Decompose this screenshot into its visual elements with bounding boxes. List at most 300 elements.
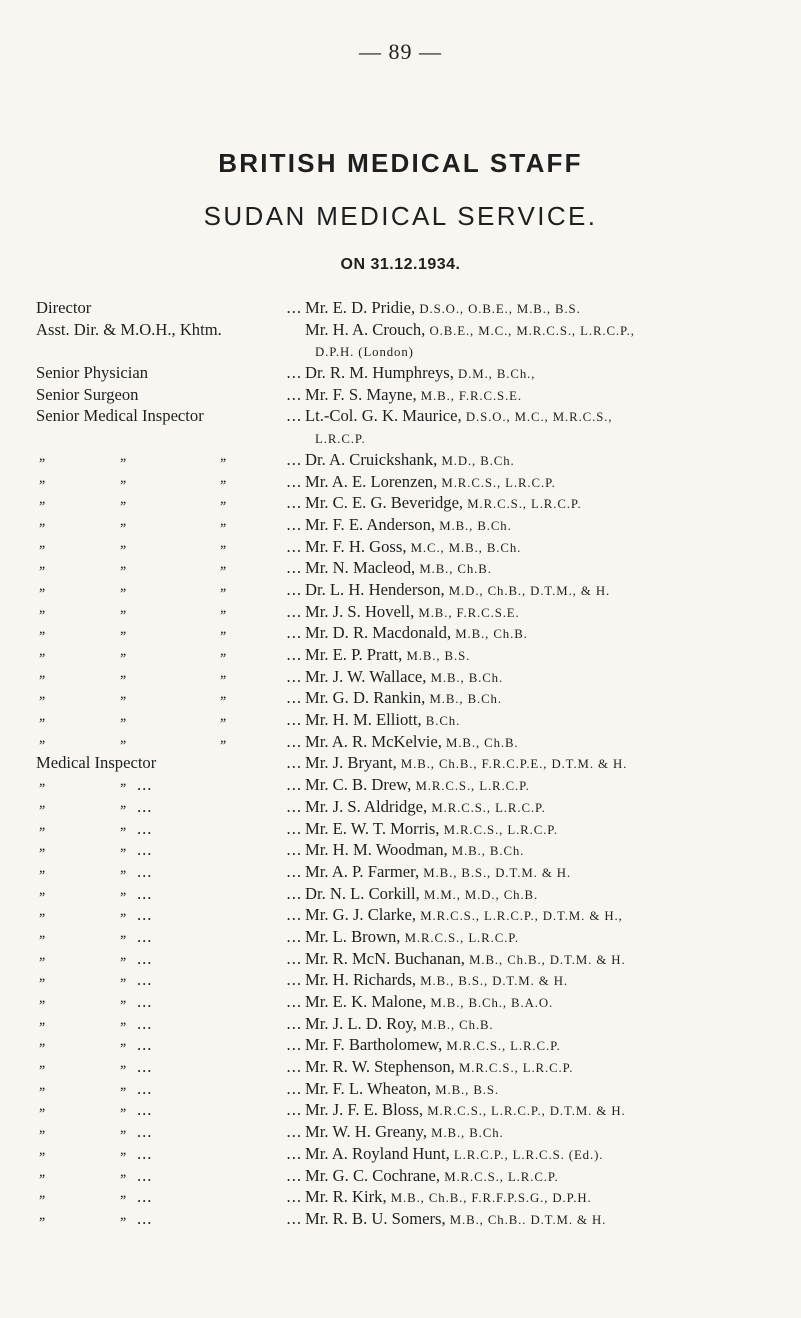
- person-name: Mr. J. W. Wallace,: [305, 666, 427, 686]
- staff-row: [36, 1143, 796, 1165]
- leader-dots: ...: [137, 1208, 153, 1228]
- staff-row: [36, 340, 796, 362]
- qualifications: M.B., Ch.B.: [419, 562, 492, 577]
- leader-dots: ...: [137, 1057, 153, 1077]
- qualifications: M.R.C.S., L.R.C.P.: [444, 1169, 559, 1184]
- post-cell: [36, 818, 305, 840]
- leader-dots: ...: [286, 363, 302, 383]
- leader-dots: ...: [137, 775, 153, 795]
- post-cell: [36, 796, 305, 818]
- person-name: Dr. L. H. Henderson,: [305, 579, 445, 599]
- leader-dots: ...: [286, 493, 302, 513]
- qualifications: M.R.C.S., L.R.C.P.: [458, 1061, 574, 1076]
- person-name: Mr. A. Royland Hunt,: [305, 1143, 450, 1163]
- leader-dots: ...: [286, 514, 302, 534]
- leader-dots: ...: [286, 775, 302, 795]
- staff-name: [305, 557, 796, 579]
- post-cell: [36, 904, 305, 926]
- qualifications: M.B., B.Ch.: [439, 518, 512, 533]
- staff-name: [305, 405, 796, 427]
- ditto-mark: ,,: [120, 925, 126, 941]
- ditto-mark: ,,: [220, 644, 226, 659]
- staff-name: [305, 861, 796, 883]
- ditto-mark: ,,: [120, 730, 126, 746]
- ditto-mark: ,,: [120, 600, 126, 616]
- leader-dots: ...: [286, 948, 302, 968]
- ditto-mark: ,,: [39, 1164, 45, 1180]
- ditto-mark: ,,: [39, 774, 45, 790]
- ditto-mark: ,,: [39, 665, 45, 681]
- ditto-mark: ,,: [39, 1142, 45, 1158]
- qualifications: M.B., B.Ch.: [429, 692, 502, 707]
- qualifications: M.B., B.S.: [406, 649, 471, 663]
- qualifications: M.C., M.B., B.Ch.: [410, 540, 522, 555]
- ditto-mark: ,,: [39, 839, 45, 855]
- person-name: Mr. G. C. Cochrane,: [305, 1165, 441, 1185]
- ditto-mark: ,,: [39, 1099, 45, 1115]
- ditto-mark: ,,: [120, 1099, 126, 1115]
- ditto-mark: ,,: [120, 882, 126, 898]
- post-cell: [36, 948, 305, 970]
- ditto-mark: ,,: [220, 622, 226, 638]
- leader-dots: ...: [286, 298, 302, 317]
- person-name: Mr. C. E. G. Beveridge,: [305, 493, 464, 513]
- staff-row: [36, 405, 796, 427]
- post-cell: [36, 883, 305, 905]
- post-cell: [36, 774, 305, 796]
- person-name: Mr. F. Bartholomew,: [305, 1035, 443, 1055]
- ditto-mark: ,,: [120, 817, 126, 833]
- qualifications: M.B., B.S., D.T.M. & H.: [423, 865, 572, 880]
- leader-dots: ...: [137, 796, 153, 816]
- person-name: Mr. A. E. Lorenzen,: [305, 471, 438, 491]
- ditto-mark: ,,: [120, 969, 126, 985]
- ditto-mark: ,,: [220, 578, 226, 594]
- staff-row: [36, 601, 796, 623]
- leader-dots: ...: [137, 1100, 153, 1120]
- post-cell: [36, 319, 305, 341]
- leader-dots: ...: [286, 666, 302, 686]
- ditto-mark: ,,: [39, 1056, 45, 1072]
- qualifications: M.B., B.Ch.: [430, 670, 504, 685]
- post-cell: [36, 362, 305, 384]
- leader-dots: ...: [286, 905, 302, 925]
- staff-row: [36, 752, 796, 774]
- staff-row: [36, 839, 796, 861]
- person-name: Mr. L. Brown,: [305, 926, 401, 946]
- staff-name: [305, 687, 796, 709]
- staff-name: [305, 1078, 796, 1100]
- ditto-mark: ,,: [120, 687, 126, 703]
- ditto-mark: ,,: [120, 622, 126, 638]
- person-name: Mr. A. P. Farmer,: [305, 861, 420, 881]
- ditto-mark: ,,: [120, 709, 126, 725]
- post-cell: [36, 666, 305, 688]
- page-title: BRITISH MEDICAL STAFF: [218, 148, 583, 178]
- qualifications: M.D., B.Ch.: [441, 453, 515, 468]
- ditto-mark: ,,: [120, 492, 126, 508]
- staff-name: [305, 601, 796, 623]
- leader-dots: ...: [286, 1057, 302, 1077]
- post-cell: [36, 297, 305, 319]
- post-cell: [36, 1165, 305, 1187]
- ditto-mark: ,,: [120, 1077, 126, 1093]
- qualifications: M.R.C.S., L.R.C.P.: [431, 800, 546, 815]
- ditto-mark: ,,: [120, 774, 126, 790]
- leader-dots: ...: [286, 1035, 302, 1055]
- post-cell: [36, 340, 305, 362]
- qualifications: M.B., B.Ch.: [431, 1126, 504, 1141]
- leader-dots: ...: [286, 926, 302, 946]
- staff-name: [305, 969, 796, 991]
- leader-dots: ...: [286, 710, 302, 730]
- ditto-mark: ,,: [120, 470, 126, 486]
- staff-row: [36, 319, 796, 341]
- ditto-mark: ,,: [120, 1034, 126, 1050]
- post-cell: [36, 449, 305, 471]
- ditto-mark: ,,: [39, 1077, 45, 1093]
- staff-row: [36, 883, 796, 905]
- staff-name: [305, 991, 796, 1013]
- ditto-mark: ,,: [39, 882, 45, 898]
- person-name: Mr. E. D. Pridie,: [305, 298, 416, 317]
- staff-row: [36, 557, 796, 579]
- ditto-mark: ,,: [220, 600, 226, 616]
- leader-dots: ...: [286, 471, 302, 491]
- post-cell: [36, 601, 305, 623]
- leader-dots: ...: [286, 558, 302, 578]
- ditto-mark: ,,: [120, 448, 126, 464]
- qualifications: M.B., F.R.C.S.E.: [418, 605, 520, 620]
- qualifications: M.R.C.S., L.R.C.P.: [443, 822, 558, 837]
- leader-dots: ...: [286, 883, 302, 903]
- ditto-mark: ,,: [120, 535, 126, 551]
- leader-dots: ...: [286, 384, 302, 404]
- staff-name: [305, 1208, 796, 1230]
- leader-dots: ...: [286, 1100, 302, 1120]
- person-name: Mr. E. K. Malone,: [305, 992, 427, 1011]
- person-name: Mr. C. B. Drew,: [305, 775, 412, 795]
- person-name: Dr. R. M. Humphreys,: [305, 363, 454, 383]
- leader-dots: ...: [286, 1013, 302, 1033]
- qualifications: M.D., Ch.B., D.T.M., & H.: [448, 583, 611, 598]
- ditto-mark: ,,: [220, 557, 226, 573]
- leader-dots: ...: [286, 861, 302, 881]
- staff-row: [36, 969, 796, 991]
- leader-dots: ...: [286, 1208, 302, 1228]
- staff-row: [36, 709, 796, 731]
- staff-name: [305, 818, 796, 840]
- person-name: Mr. A. R. McKelvie,: [305, 731, 442, 751]
- post-cell: [36, 644, 305, 666]
- staff-name: [305, 622, 796, 644]
- person-name: Mr. H. A. Crouch,: [305, 319, 426, 339]
- post-cell: [36, 1034, 305, 1056]
- person-name: Mr. G. D. Rankin,: [305, 688, 426, 708]
- staff-row: [36, 1121, 796, 1143]
- staff-name: [305, 1186, 796, 1208]
- staff-name: [305, 1143, 796, 1165]
- staff-row: [36, 492, 796, 514]
- ditto-mark: ,,: [220, 448, 226, 464]
- staff-row: [36, 774, 796, 796]
- leader-dots: ...: [286, 753, 302, 773]
- person-name: Mr. J. F. E. Bloss,: [305, 1100, 424, 1120]
- staff-name: [305, 644, 796, 666]
- staff-name: [305, 1034, 796, 1056]
- qualifications: D.P.H. (London): [315, 345, 414, 360]
- leader-dots: ...: [137, 948, 153, 968]
- staff-name: [305, 926, 796, 948]
- date-line: ON 31.12.1934.: [340, 256, 461, 273]
- person-name: Mr. N. Macleod,: [305, 558, 416, 578]
- leader-dots: ...: [286, 601, 302, 621]
- staff-name: [305, 904, 796, 926]
- post-cell: [36, 492, 305, 514]
- leader-dots: ...: [286, 623, 302, 643]
- person-name: Mr. E. P. Pratt,: [305, 645, 403, 664]
- ditto-mark: ,,: [39, 1012, 45, 1028]
- ditto-mark: ,,: [39, 817, 45, 833]
- person-name: Mr. R. Kirk,: [305, 1187, 387, 1207]
- staff-name: [305, 666, 796, 688]
- ditto-mark: ,,: [220, 665, 226, 681]
- qualifications: M.B., B.S., D.T.M. & H.: [420, 974, 568, 989]
- ditto-mark: ,,: [39, 644, 45, 659]
- staff-row: [36, 1165, 796, 1187]
- ditto-mark: ,,: [120, 904, 126, 920]
- ditto-mark: ,,: [120, 947, 126, 963]
- ditto-mark: ,,: [120, 578, 126, 594]
- staff-row: [36, 666, 796, 688]
- staff-row: [36, 297, 796, 319]
- staff-name: [305, 340, 796, 362]
- person-name: Mr. D. R. Macdonald,: [305, 623, 452, 643]
- ditto-mark: ,,: [120, 839, 126, 855]
- post-cell: [36, 1143, 305, 1165]
- ditto-mark: ,,: [120, 665, 126, 681]
- qualifications: M.B., Ch.B.: [446, 735, 519, 750]
- leader-dots: ...: [286, 688, 302, 708]
- leader-dots: ...: [137, 883, 153, 903]
- qualifications: M.B., Ch.B., F.R.C.P.E., D.T.M. & H.: [400, 757, 628, 772]
- person-name: Mr. R. W. Stephenson,: [305, 1057, 455, 1077]
- ditto-mark: ,,: [120, 557, 126, 573]
- person-name: Mr. F. E. Anderson,: [305, 514, 436, 534]
- ditto-mark: ,,: [39, 860, 45, 876]
- leader-dots: ...: [286, 970, 302, 990]
- ditto-mark: ,,: [220, 513, 226, 529]
- person-name: Mr. R. B. U. Somers,: [305, 1208, 446, 1228]
- ditto-mark: ,,: [39, 557, 45, 573]
- ditto-mark: ,,: [120, 513, 126, 529]
- post-cell: [36, 514, 305, 536]
- qualifications: M.B., F.R.C.S.E.: [420, 388, 522, 403]
- ditto-mark: ,,: [39, 470, 45, 486]
- qualifications: D.S.O., O.B.E., M.B., B.S.: [419, 302, 581, 316]
- staff-name: [305, 752, 796, 774]
- staff-name: [305, 492, 796, 514]
- person-name: Dr. A. Cruickshank,: [305, 449, 438, 469]
- ditto-mark: ,,: [39, 492, 45, 508]
- leader-dots: ...: [286, 796, 302, 816]
- page-number: — 89 —: [359, 39, 442, 64]
- post-cell: [36, 1078, 305, 1100]
- ditto-mark: ,,: [39, 904, 45, 920]
- staff-name: [305, 774, 796, 796]
- leader-dots: ...: [137, 818, 153, 838]
- qualifications: M.R.C.S., L.R.C.P.: [415, 779, 530, 794]
- ditto-mark: ,,: [39, 448, 45, 464]
- qualifications: M.M., M.D., Ch.B.: [423, 887, 539, 902]
- post-cell: [36, 1013, 305, 1035]
- staff-name: [305, 796, 796, 818]
- staff-list: [36, 297, 796, 1230]
- leader-dots: ...: [137, 861, 153, 881]
- staff-row: [36, 449, 796, 471]
- staff-row: [36, 1034, 796, 1056]
- staff-name: [305, 1013, 796, 1035]
- ditto-mark: ,,: [220, 492, 226, 508]
- post-title: Senior Medical Inspector: [36, 406, 204, 426]
- leader-dots: ...: [286, 818, 302, 838]
- staff-row: [36, 579, 796, 601]
- staff-row: [36, 1078, 796, 1100]
- leader-dots: ...: [286, 1122, 302, 1142]
- leader-dots: ...: [137, 1035, 153, 1055]
- staff-row: [36, 536, 796, 558]
- ditto-mark: ,,: [39, 969, 45, 985]
- staff-row: [36, 926, 796, 948]
- staff-name: [305, 449, 796, 471]
- ditto-mark: ,,: [39, 730, 45, 746]
- post-cell: [36, 579, 305, 601]
- qualifications: M.R.C.S., L.R.C.P.: [441, 475, 556, 490]
- staff-name: [305, 579, 796, 601]
- post-cell: [36, 1121, 305, 1143]
- leader-dots: ...: [286, 1187, 302, 1207]
- staff-name: [305, 362, 796, 384]
- ditto-mark: ,,: [39, 600, 45, 616]
- staff-row: [36, 861, 796, 883]
- person-name: Mr. J. S. Aldridge,: [305, 796, 428, 816]
- leader-dots: ...: [286, 1165, 302, 1185]
- staff-name: [305, 471, 796, 493]
- post-cell: [36, 839, 305, 861]
- person-name: Mr. J. Bryant,: [305, 753, 397, 773]
- ditto-mark: ,,: [39, 622, 45, 638]
- ditto-mark: ,,: [120, 1012, 126, 1028]
- page-subtitle: SUDAN MEDICAL SERVICE.: [203, 201, 598, 231]
- staff-row: [36, 644, 796, 666]
- post-cell: [36, 752, 305, 774]
- post-cell: [36, 991, 305, 1013]
- post-cell: [36, 427, 305, 449]
- leader-dots: ...: [137, 926, 153, 946]
- staff-name: [305, 839, 796, 861]
- staff-row: [36, 362, 796, 384]
- qualifications: M.R.C.S., L.R.C.P.: [467, 497, 582, 512]
- staff-row: [36, 1056, 796, 1078]
- qualifications: M.B., B.S.: [435, 1082, 499, 1097]
- person-name: Mr. J. S. Hovell,: [305, 601, 415, 621]
- leader-dots: ...: [286, 840, 302, 860]
- qualifications: M.B., Ch.B.. D.T.M. & H.: [449, 1212, 607, 1227]
- leader-dots: ...: [137, 1122, 153, 1142]
- person-name: Mr. F. L. Wheaton,: [305, 1078, 432, 1098]
- ditto-mark: ,,: [220, 709, 226, 725]
- leader-dots: ...: [137, 1143, 153, 1163]
- post-cell: [36, 622, 305, 644]
- post-title: Asst. Dir. & M.O.H., Khtm.: [36, 319, 222, 339]
- staff-row: [36, 687, 796, 709]
- qualifications: M.B., B.Ch., B.A.O.: [430, 996, 554, 1010]
- leader-dots: ...: [286, 449, 302, 469]
- staff-row: [36, 514, 796, 536]
- post-title: Senior Physician: [36, 363, 148, 383]
- qualifications: M.B., B.Ch.: [451, 844, 525, 859]
- leader-dots: ...: [286, 406, 302, 426]
- staff-name: [305, 297, 796, 319]
- post-cell: [36, 1186, 305, 1208]
- staff-name: [305, 1165, 796, 1187]
- ditto-mark: ,,: [39, 1207, 45, 1223]
- leader-dots: ...: [286, 536, 302, 556]
- person-name: Dr. N. L. Corkill,: [305, 883, 420, 903]
- ditto-mark: ,,: [39, 947, 45, 963]
- person-name: Mr. W. H. Greany,: [305, 1122, 427, 1142]
- staff-row: [36, 384, 796, 406]
- ditto-mark: ,,: [120, 1121, 126, 1137]
- ditto-mark: ,,: [120, 644, 126, 659]
- qualifications: M.R.C.S., L.R.C.P., D.T.M. & H.,: [420, 909, 623, 924]
- person-name: Mr. F. S. Mayne,: [305, 384, 417, 404]
- person-name: Mr. R. McN. Buchanan,: [305, 948, 465, 968]
- post-cell: [36, 1099, 305, 1121]
- staff-row: [36, 1099, 796, 1121]
- staff-row: [36, 1186, 796, 1208]
- ditto-mark: ,,: [39, 1121, 45, 1137]
- ditto-mark: ,,: [120, 1164, 126, 1180]
- post-title: Senior Surgeon: [36, 384, 139, 404]
- post-cell: [36, 709, 305, 731]
- leader-dots: ...: [286, 1143, 302, 1163]
- staff-name: [305, 319, 796, 341]
- ditto-mark: ,,: [120, 1142, 126, 1158]
- staff-row: [36, 731, 796, 753]
- staff-name: [305, 384, 796, 406]
- post-cell: [36, 861, 305, 883]
- leader-dots: ...: [137, 1187, 153, 1207]
- staff-row: [36, 622, 796, 644]
- staff-name: [305, 948, 796, 970]
- leader-dots: ...: [137, 1013, 153, 1033]
- staff-name: [305, 709, 796, 731]
- leader-dots: ...: [137, 905, 153, 925]
- ditto-mark: ,,: [220, 730, 226, 746]
- post-cell: [36, 471, 305, 493]
- ditto-mark: ,,: [220, 687, 226, 703]
- post-cell: [36, 557, 305, 579]
- ditto-mark: ,,: [120, 1186, 126, 1202]
- post-cell: [36, 969, 305, 991]
- post-cell: [36, 731, 305, 753]
- ditto-mark: ,,: [220, 535, 226, 551]
- person-name: Mr. H. M. Elliott,: [305, 710, 422, 730]
- person-name: Mr. G. J. Clarke,: [305, 905, 417, 925]
- post-title: Medical Inspector: [36, 753, 157, 773]
- leader-dots: ...: [286, 579, 302, 599]
